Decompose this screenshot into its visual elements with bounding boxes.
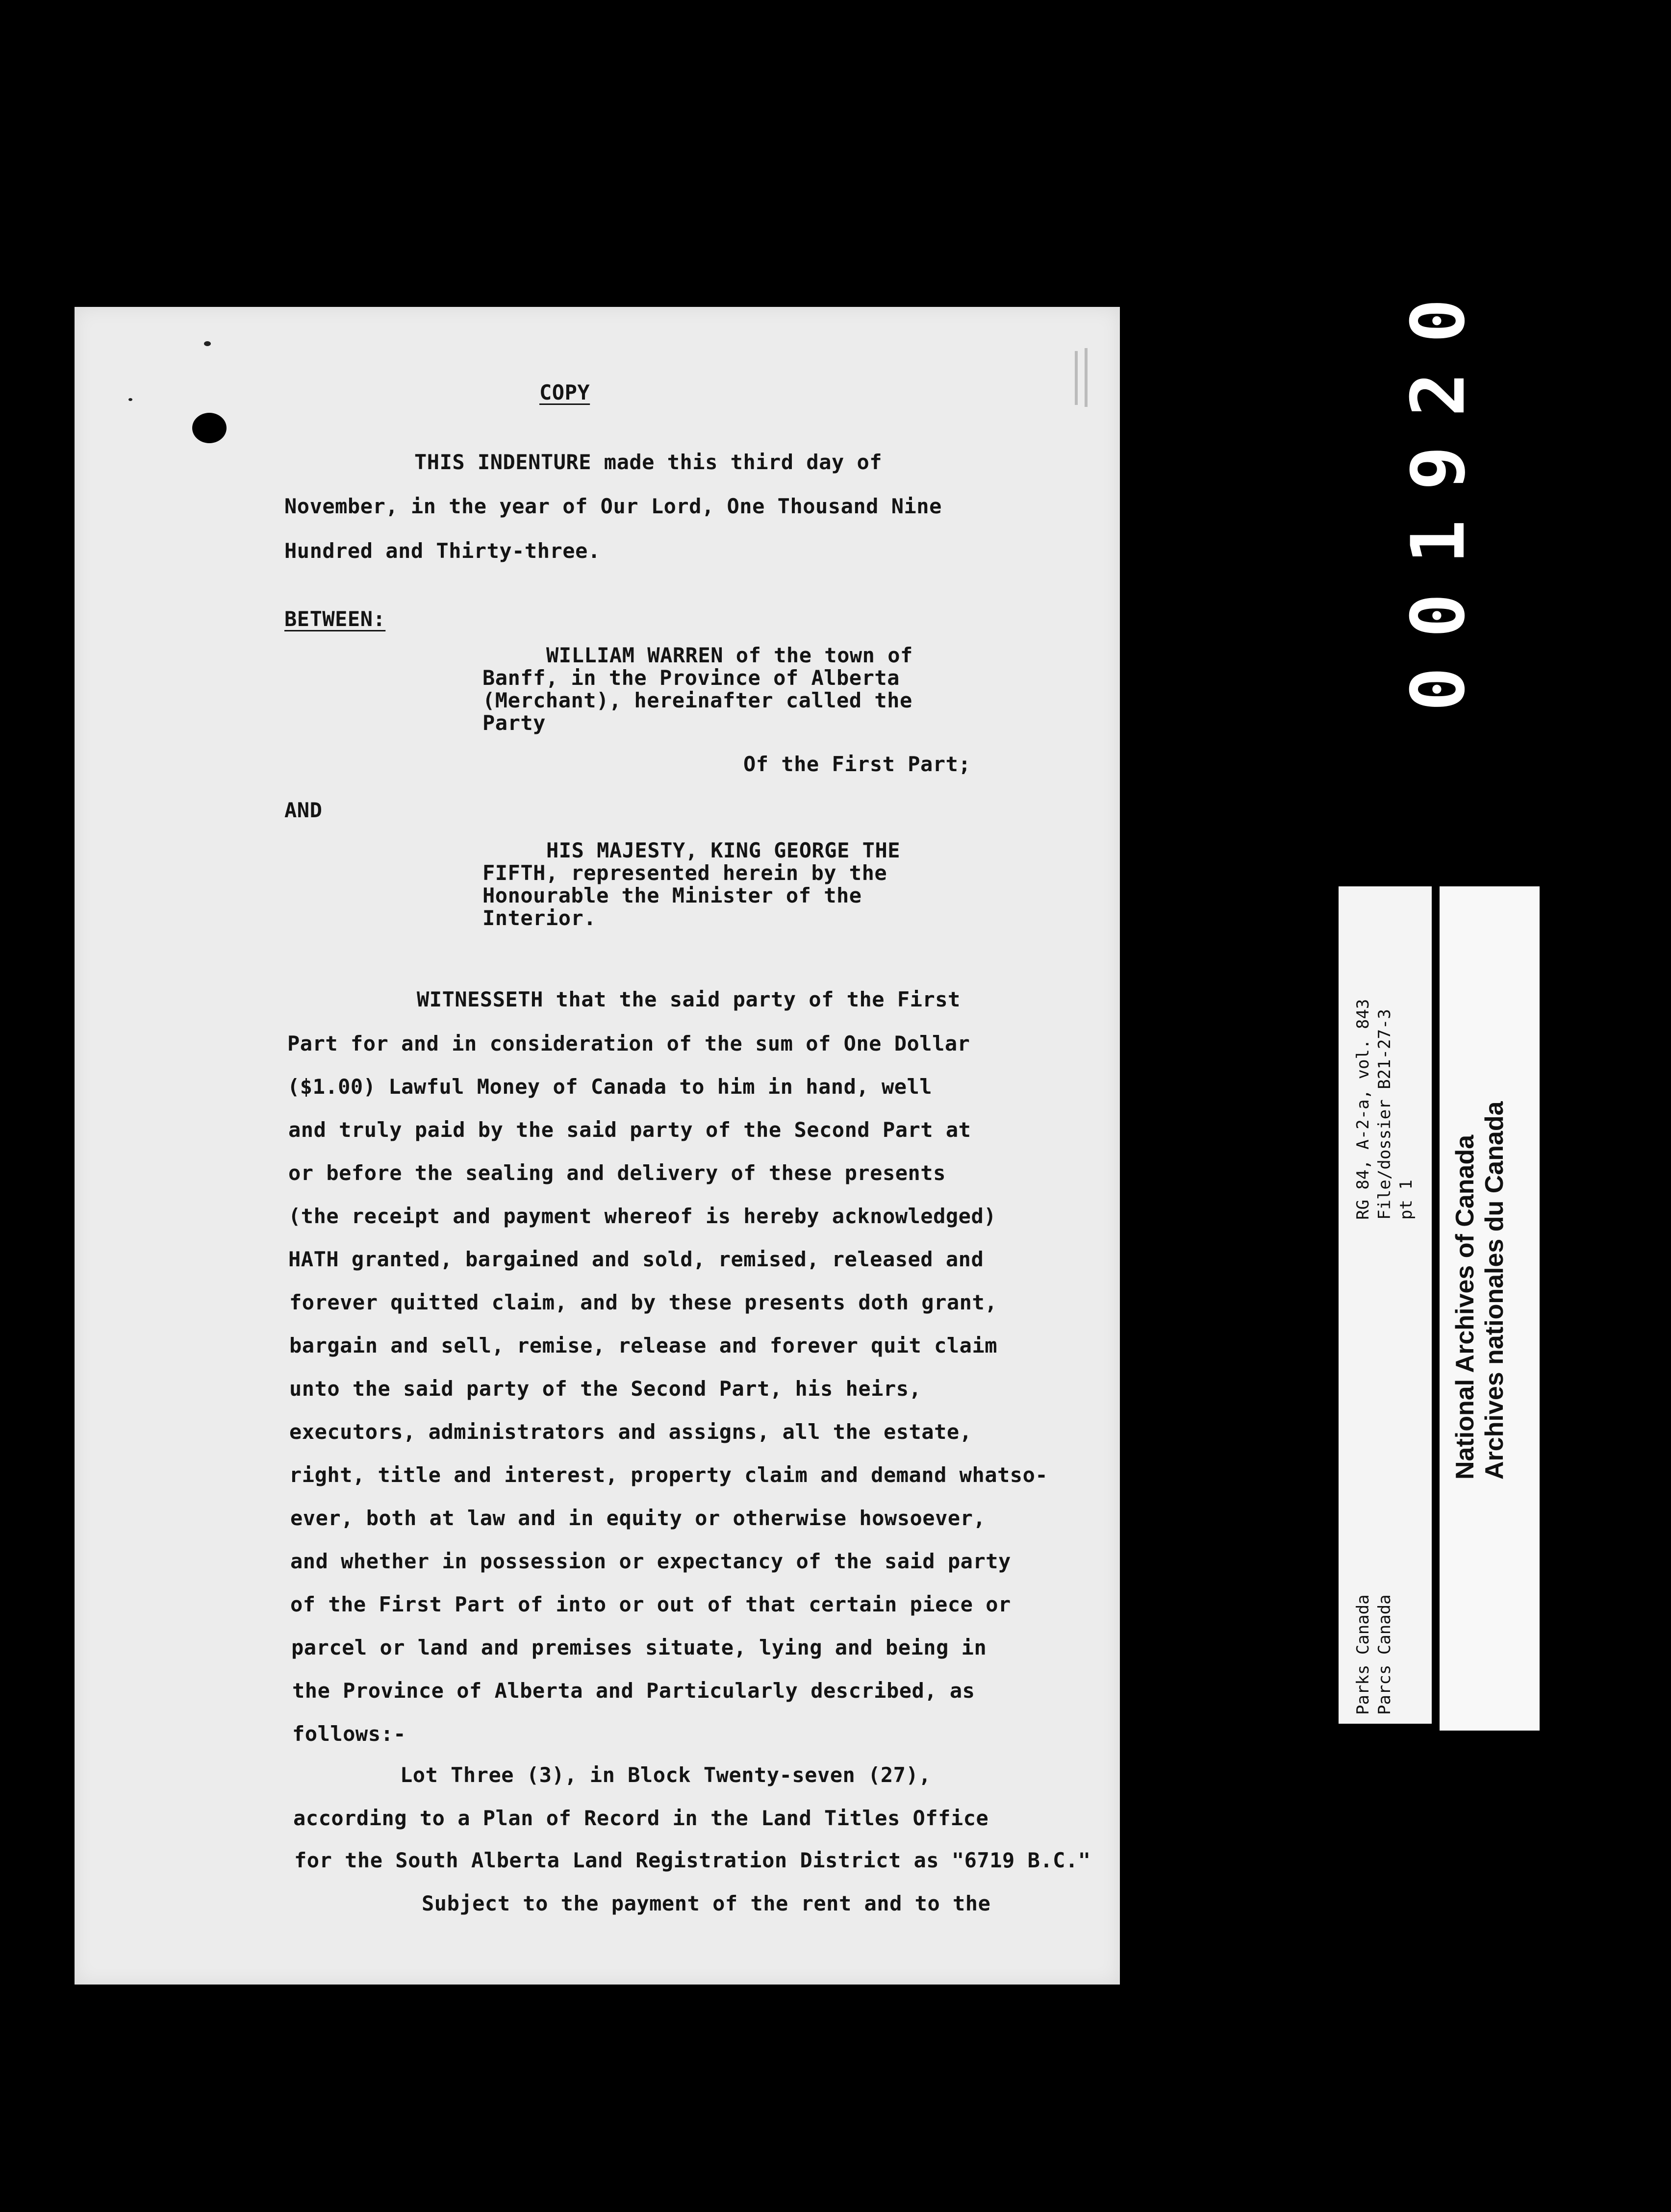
second-party-line: FIFTH, represented herein by the <box>482 861 887 885</box>
body-line: bargain and sell, remise, release and forever quit claim <box>289 1333 998 1357</box>
intro-line: November, in the year of Our Lord, One Thousand Nine <box>284 494 942 518</box>
frame-number-text: 001920 <box>1396 269 1481 711</box>
body-line: and whether in possession or expectancy of the said party <box>290 1549 1011 1573</box>
lot-line: according to a Plan of Record in the Land Titles Office <box>293 1806 989 1830</box>
body-line: right, title and interest, property claim and demand whatso- <box>289 1463 1048 1487</box>
first-party-line: (Merchant), hereinafter called the <box>482 688 912 712</box>
archive-label-right <box>1440 886 1540 1731</box>
body-line: ($1.00) Lawful Money of Canada to him in hand, well <box>287 1075 933 1099</box>
margin-mark <box>1085 348 1088 407</box>
second-party-line: Interior. <box>482 906 597 930</box>
body-line: forever quitted claim, and by these presents doth grant, <box>289 1290 998 1314</box>
second-party-line: HIS MAJESTY, KING GEORGE THE <box>546 838 901 862</box>
lot-line: Subject to the payment of the rent and to the <box>422 1891 991 1915</box>
first-party-line: Party <box>482 711 546 735</box>
body-line: ever, both at law and in equity or otherwise howsoever, <box>290 1506 986 1530</box>
archive-label-left <box>1339 886 1432 1724</box>
second-party-line: Honourable the Minister of the <box>482 883 862 907</box>
first-party-line: WILLIAM WARREN of the town of <box>546 643 913 667</box>
first-party-line: Banff, in the Province of Alberta <box>482 666 900 690</box>
body-line: Part for and in consideration of the sum of One Dollar <box>287 1031 970 1056</box>
body-line: WITNESSETH that the said party of the First <box>417 987 961 1011</box>
reference-line: File/dossier B21-27-3 <box>1375 1009 1394 1220</box>
punch-hole <box>192 413 227 443</box>
body-line: the Province of Alberta and Particularly described, as <box>292 1679 975 1703</box>
institution-line: Archives nationales du Canada <box>1480 1101 1509 1480</box>
lot-line: for the South Alberta Land Registration District as "6719 B.C." <box>294 1848 1091 1872</box>
lot-line: Lot Three (3), in Block Twenty-seven (27), <box>400 1763 932 1787</box>
body-line: of the First Part of into or out of that certain piece or <box>290 1592 1011 1616</box>
margin-mark <box>1075 351 1078 405</box>
body-line: (the receipt and payment whereof is hereby acknowledged) <box>288 1204 997 1228</box>
copy-heading: COPY <box>539 380 590 404</box>
reference-line: pt 1 <box>1396 1180 1416 1220</box>
intro-line: Hundred and Thirty-three. <box>284 539 601 563</box>
first-part-suffix: Of the First Part; <box>743 752 971 776</box>
body-line: and truly paid by the said party of the Second Part at <box>288 1118 971 1142</box>
reference-line: RG 84, A-2-a, vol. 843 <box>1353 999 1373 1220</box>
intro-line: THIS INDENTURE made this third day of <box>414 450 883 474</box>
body-line: HATH granted, bargained and sold, remised, released and <box>288 1247 984 1271</box>
agency-line: Parcs Canada <box>1375 1594 1394 1715</box>
frame-number <box>1385 206 1493 775</box>
body-line: unto the said party of the Second Part, his heirs, <box>289 1377 922 1401</box>
speck <box>204 341 211 346</box>
and-label: AND <box>284 798 323 822</box>
body-line: parcel or land and premises situate, lying and being in <box>291 1635 987 1659</box>
body-line: or before the sealing and delivery of these presents <box>288 1161 946 1185</box>
between-label: BETWEEN: <box>284 607 386 631</box>
speck <box>128 398 132 401</box>
body-line: executors, administrators and assigns, all the estate, <box>289 1420 972 1444</box>
body-line: follows:- <box>292 1722 406 1746</box>
agency-line: Parks Canada <box>1353 1594 1373 1715</box>
institution-line: National Archives of Canada <box>1451 1134 1479 1480</box>
